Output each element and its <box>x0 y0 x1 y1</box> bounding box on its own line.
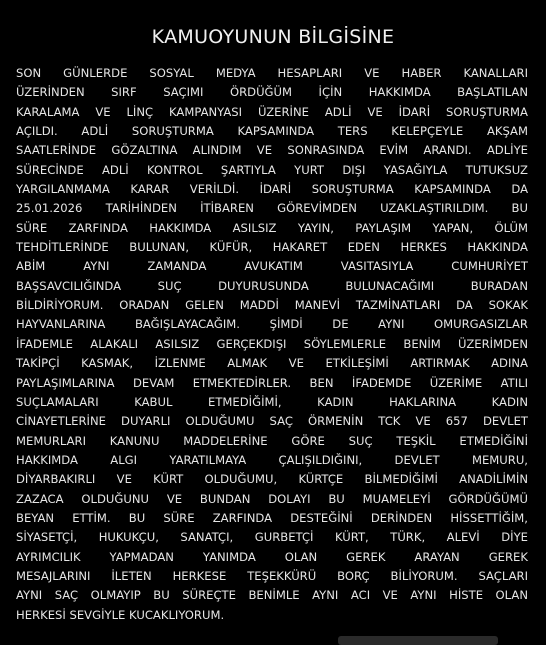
statement-line: HERKESİ SEVGİYLE KUCAKLIYORUM. <box>16 607 225 622</box>
statement-line: 25.01.2026 TARİHİNDEN İTİBAREN GÖREVİMDEN UZAKLAŞTIRILDIM. BU <box>16 201 528 216</box>
statement-line: AYRIMCILIK YAPMADAN YANIMDA OLAN GEREK ARAYAN GEREK <box>16 549 528 564</box>
statement-title: KAMUOYUNUN BİLGİSİNE <box>151 26 395 48</box>
statement-line: CİNAYETLERİNE DUYARLI OLDUĞUMU SAÇ ÖRMENİN TCK VE 657 DEVLET <box>16 414 528 429</box>
statement-line: ABİM AYNI ZAMANDA AVUKATIM VASITASIYLA CUMHURİYET <box>16 259 528 274</box>
bottom-bar <box>338 636 498 645</box>
statement-line: BAŞSAVCILIĞINDA SUÇ DUYURUSUNDA BULUNACAĞIMI BURADAN <box>16 278 528 293</box>
statement-line: SÜRECİNDE ADLİ KONTROL ŞARTIYLA YURT DIŞI YASAĞIYLA TUTUKSUZ <box>16 162 528 177</box>
statement-line: HAYVANLARINA BAĞIŞLAYACAĞIM. ŞİMDİ DE AYNI OMURGASIZLAR <box>16 317 528 332</box>
statement-body <box>16 64 528 625</box>
statement-line: SÜRE ZARFINDA HAKKIMDA ASILSIZ YAYIN, PAYLAŞIM YAPAN, ÖLÜM <box>16 220 528 235</box>
statement-line: MESAJLARINI İLETEN HERKESE TEŞEKKÜRÜ BORÇ BİLİYORUM. SAÇLARI <box>16 568 528 583</box>
statement-line: BEYAN ETTİM. BU SÜRE ZARFINDA DESTEĞİNİ DERİNDEN HİSSETTİĞİM, <box>16 510 528 525</box>
statement-line: AÇILDI. ADLİ SORUŞTURMA KAPSAMINDA TERS KELEPÇEYLE AKŞAM <box>16 124 528 139</box>
statement-line: SAATLERİNDE GÖZALTINA ALINDIM VE SONRASINDA EVİM ARANDI. ADLİYE <box>16 143 528 158</box>
statement-line: SON GÜNLERDE SOSYAL MEDYA HESAPLARI VE HABER KANALLARI <box>16 66 528 80</box>
statement-line: SİYASETÇİ, HUKUKÇU, SANATÇI, GURBETÇİ KÜRT, TÜRK, ALEVİ DİYE <box>16 530 528 545</box>
statement-line: ÜZERİNDEN SIRF SAÇIMI ÖRDÜĞÜM İÇİN HAKKIMDA BAŞLATILAN <box>16 85 528 100</box>
statement-line: İFADEMLE ALAKALI ASILSIZ GERÇEKDIŞI SÖYLEMLERLE BENİM ÜZERİMDEN <box>16 336 528 351</box>
statement-line: DİYARBAKIRLI VE KÜRT OLDUĞUMU, KÜRTÇE BİLMEDİĞİMİ ANADİLİMİN <box>16 472 528 487</box>
statement-line: HAKKIMDA ALGI YARATILMAYA ÇALIŞILDIĞINI, DEVLET MEMURU, <box>16 452 528 467</box>
statement-line: PAYLAŞIMLARINA DEVAM ETMEKTEDİRLER. BEN İFADEMDE ÜZERİME ATILI <box>16 375 528 390</box>
statement-line: YARGILANMAMA KARAR VERİLDİ. İDARİ SORUŞTURMA KAPSAMINDA DA <box>16 182 528 197</box>
statement-line: AYNI SAÇ OLMAYIP BU SÜREÇTE BENİMLE AYNI ACI VE AYNI HİSTE OLAN <box>16 588 528 603</box>
statement-line: MEMURLARI KANUNU MADDELERİNE GÖRE SUÇ TEŞKİL ETMEDİĞİNİ <box>16 433 528 448</box>
statement-line: ZAZACA OLDUĞUNU VE BUNDAN DOLAYI BU MUAMELEYİ GÖRDÜĞÜMÜ <box>16 491 528 506</box>
statement-line: SUÇLAMALARI KABUL ETMEDİĞİMİ, KADIN HAKLARINA KADIN <box>16 394 528 409</box>
statement-line: BİLDİRİYORUM. ORADAN GELEN MADDİ MANEVİ TAZMİNATLARI DA SOKAK <box>16 298 528 313</box>
statement-line: KARALAMA VE LİNÇ KAMPANYASI ÜZERİNE ADLİ VE İDARİ SORUŞTURMA <box>16 104 528 119</box>
statement-line: TEHDİTLERİNDE BULUNAN, KÜFÜR, HAKARET EDEN HERKES HAKKINDA <box>16 240 528 255</box>
statement-line: TAKİPÇİ KASMAK, İZLENME ALMAK VE ETKİLEŞİMİ ARTIRMAK ADINA <box>16 356 528 371</box>
